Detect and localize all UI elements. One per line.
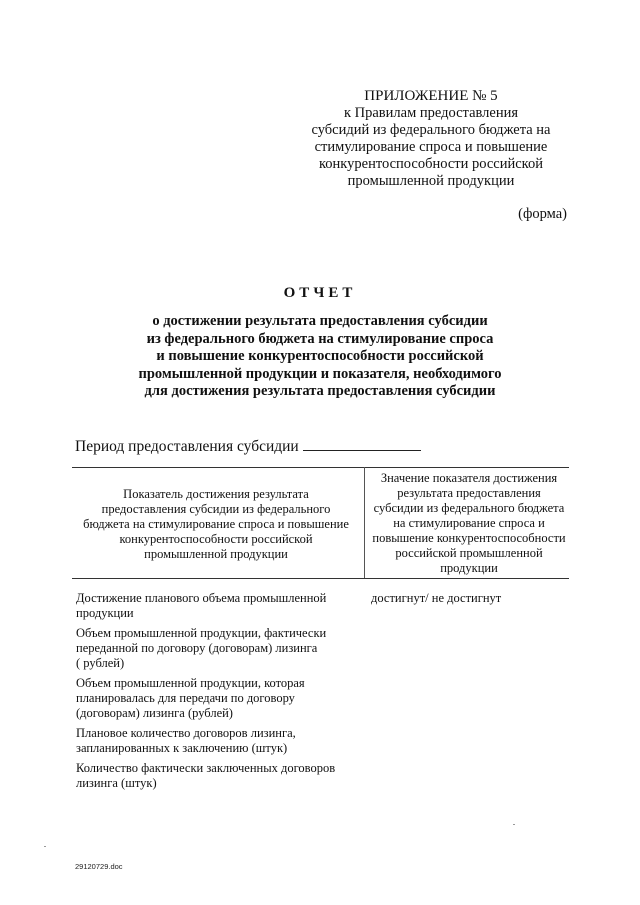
row-text: переданной по договору (договорам) лизинга [76,641,318,655]
table-top-border [72,467,569,468]
row-text: ( рублей) [76,656,125,670]
header-line: повышение конкурентоспособности [372,531,566,545]
table-row [76,726,348,756]
report-subtitle-line: для достижения результата предоставления субсидии [144,383,496,399]
scan-speck [44,846,46,847]
report-title: ОТЧЕТ [283,285,357,301]
table-header-value [366,471,572,576]
header-line: Показатель достижения результата [123,487,309,501]
annex-line: субсидий из федерального бюджета на [311,122,551,138]
header-line: на стимулирование спроса и [393,516,545,530]
report-subtitle-line: и повышение конкурентоспособности российской [156,348,484,364]
row-text: Достижение планового объема промышленной [76,591,327,605]
period-label: Период предоставления субсидии [75,438,299,455]
footer-filename: 29120729.doc [75,862,123,871]
row-text: (договорам) лизинга (рублей) [76,706,233,720]
header-line: продукции [440,561,498,575]
report-subtitle-line: о достижении результата предоставления субсидии [152,313,488,329]
annex-line: промышленной продукции [347,173,515,189]
row-text: Объем промышленной продукции, которая [76,676,305,690]
row-text: Количество фактически заключенных договоров [76,761,336,775]
annex-line: стимулирование спроса и повышение [314,139,548,155]
table-row [76,676,348,721]
annex-title: ПРИЛОЖЕНИЕ № 5 [364,88,498,104]
row-text: продукции [76,606,134,620]
report-subtitle-line: промышленной продукции и показателя, необходимого [138,365,502,382]
row-text: планировалась для передачи по договору [76,691,295,705]
table-row [76,591,348,621]
table-header-border [72,578,569,579]
scan-speck [513,824,515,825]
annex-block [292,88,570,190]
period-blank-field [303,436,421,451]
header-line: субсидии из федерального бюджета [373,501,565,515]
row-text: лизинга (штук) [76,776,157,790]
row-text: запланированных к заключению (штук) [76,741,288,755]
header-line: конкурентоспособности российской [119,532,313,546]
header-line: российской промышленной [395,546,543,560]
header-line: бюджета на стимулирование спроса и повышение [83,517,349,531]
table-column-divider [364,467,365,579]
row-text: Плановое количество договоров лизинга, [76,726,296,740]
annex-line: к Правилам предоставления [343,105,519,121]
subsidy-period [75,436,421,456]
header-line: промышленной продукции [144,547,288,561]
table-row [76,761,348,791]
table-row [76,626,348,671]
report-subtitle [110,313,530,401]
header-line: Значение показателя достижения [380,471,558,485]
row-text: Объем промышленной продукции, фактически [76,626,327,640]
header-line: предоставления субсидии из федерального [101,502,331,516]
annex-line: конкурентоспособности российской [318,156,543,172]
header-line: результата предоставления [397,486,541,500]
form-label: (форма) [518,206,567,222]
row-value: достигнут/ не достигнут [371,591,502,605]
table-header-indicator [70,487,362,562]
report-subtitle-line: из федерального бюджета на стимулирование спроса [146,330,494,347]
